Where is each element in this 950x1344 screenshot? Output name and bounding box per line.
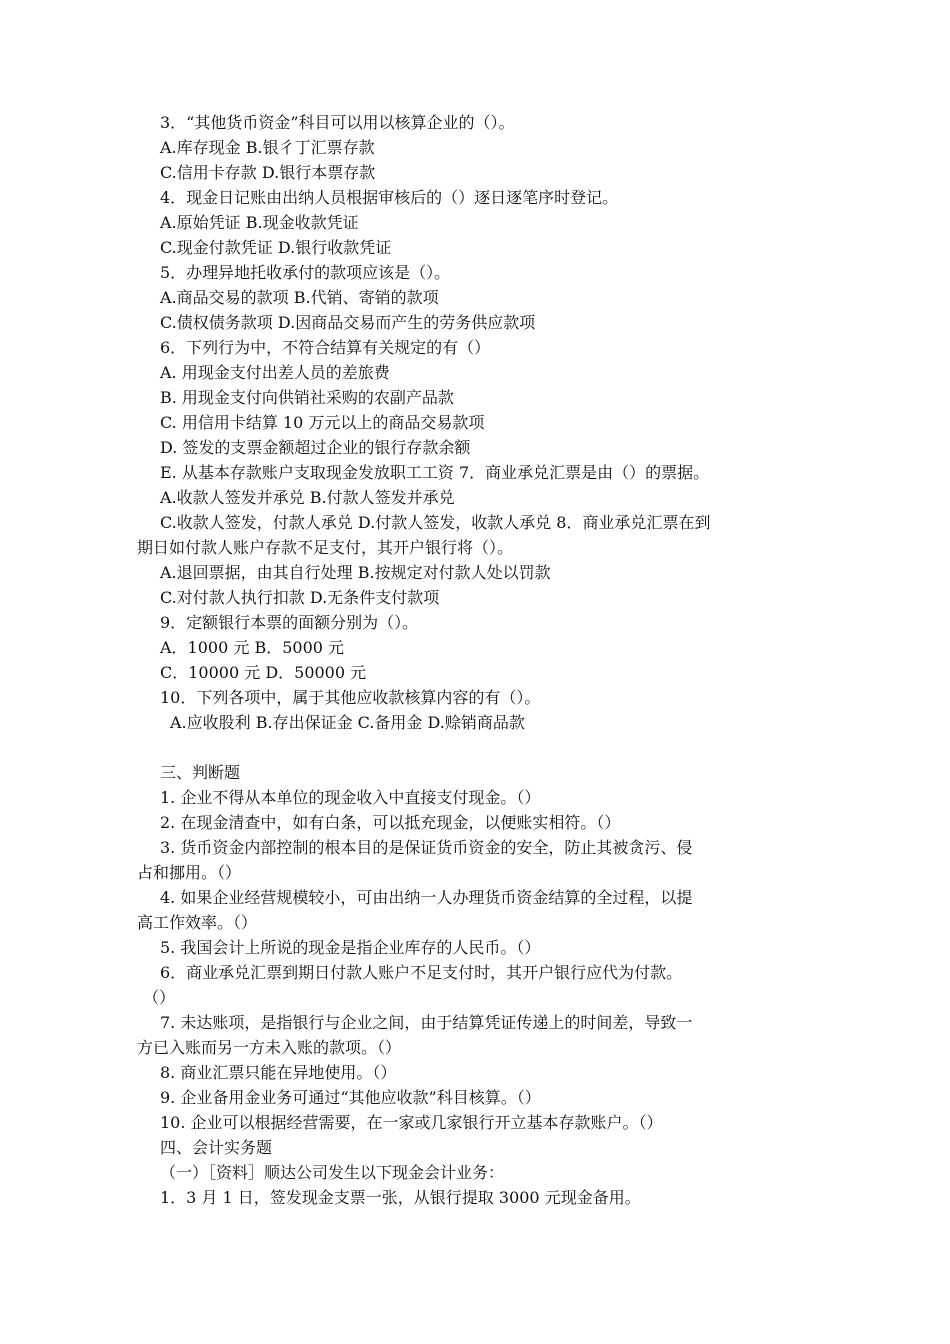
question-6-option-c: C. 用信用卡结算 10 万元以上的商品交易款项 — [160, 413, 485, 432]
question-9-options-cd: C．10000 元 D．50000 元 — [160, 663, 367, 682]
question-3-options-ab: A.库存现金 B.银彳丁汇票存款 — [160, 138, 375, 157]
section-heading-accounting-practice: 四、会计实务题 — [160, 1138, 273, 1157]
question-9-options-ab: A．1000 元 B．5000 元 — [160, 638, 345, 657]
judgment-3-continued: 占和挪用。（） — [137, 863, 242, 882]
judgment-2: 2. 在现金清查中，如有白条，可以抵充现金，以便账实相符。（） — [160, 813, 621, 832]
question-5-options-ab: A.商品交易的款项 B.代销、寄销的款项 — [160, 288, 439, 307]
judgment-7: 7. 未达账项，是指银行与企业之间，由于结算凭证传递上的时间差，导致一 — [160, 1013, 693, 1032]
question-10: 10．下列各项中，属于其他应收款核算内容的有（）。 — [160, 688, 541, 707]
question-6-option-e-question-7: E. 从基本存款账户支取现金发放职工工资 7．商业承兑汇票是由（）的票据。 — [160, 463, 710, 482]
question-3: 3．“其他货币资金”科目可以用以核算企业的（）。 — [160, 113, 515, 132]
judgment-3: 3. 货币资金内部控制的根本目的是保证货币资金的安全，防止其被贪污、侵 — [160, 838, 693, 857]
judgment-8: 8. 商业汇票只能在异地使用。（） — [160, 1063, 397, 1082]
question-4-options-cd: C.现金付款凭证 D.银行收款凭证 — [160, 238, 392, 257]
judgment-1: 1. 企业不得从本单位的现金收入中直接支付现金。（） — [160, 788, 541, 807]
question-8-options-cd: C.对付款人执行扣款 D.无条件支付款项 — [160, 588, 440, 607]
judgment-6: 6．商业承兑汇票到期日付款人账户不足支付时，其开户银行应代为付款。 — [160, 963, 683, 982]
question-4: 4．现金日记账由出纳人员根据审核后的（）逐日逐笔序时登记。 — [160, 188, 619, 207]
question-8-continued: 期日如付款人账户存款不足支付，其开户银行将（）。 — [137, 538, 514, 557]
question-7-options-ab: A.收款人签发并承兑 B.付款人签发并承兑 — [160, 488, 455, 507]
judgment-9: 9. 企业备用金业务可通过“其他应收款”科目核算。（） — [160, 1088, 541, 1107]
judgment-4-continued: 高工作效率。（） — [137, 913, 258, 932]
question-8-options-ab: A.退回票据，由其自行处理 B.按规定对付款人处以罚款 — [160, 563, 551, 582]
question-5: 5．办理异地托收承付的款项应该是（）。 — [160, 263, 451, 282]
question-10-options: A.应收股利 B.存出保证金 C.备用金 D.赊销商品款 — [170, 713, 525, 732]
question-6-option-a: A. 用现金支付出差人员的差旅费 — [160, 363, 390, 382]
judgment-6-continued: （） — [143, 988, 176, 1007]
practice-material-heading: （一）［资料］顺达公司发生以下现金会计业务： — [160, 1163, 505, 1182]
question-7-options-cd-question-8: C.收款人签发，付款人承兑 D.付款人签发，收款人承兑 8．商业承兑汇票在到 — [160, 513, 711, 532]
judgment-4: 4. 如果企业经营规模较小，可由出纳一人办理货币资金结算的全过程，以提 — [160, 888, 693, 907]
question-5-options-cd: C.债权债务款项 D.因商品交易而产生的劳务供应款项 — [160, 313, 536, 332]
judgment-10: 10. 企业可以根据经营需要，在一家或几家银行开立基本存款账户。（） — [160, 1113, 663, 1132]
question-9: 9．定额银行本票的面额分别为（）。 — [160, 613, 419, 632]
judgment-5: 5. 我国会计上所说的现金是指企业库存的人民币。（） — [160, 938, 541, 957]
question-4-options-ab: A.原始凭证 B.现金收款凭证 — [160, 213, 359, 232]
question-6-option-d: D. 签发的支票金额超过企业的银行存款余额 — [160, 438, 471, 457]
section-heading-true-false: 三、判断题 — [160, 763, 241, 782]
question-3-options-cd: C.信用卡存款 D.银行本票存款 — [160, 163, 376, 182]
question-6: 6．下列行为中，不符合结算有关规定的有（） — [160, 338, 491, 357]
practice-item-1: 1．3 月 1 日，签发现金支票一张，从银行提取 3000 元现金备用。 — [160, 1188, 641, 1207]
question-6-option-b: B. 用现金支付向供销社采购的农副产品款 — [160, 388, 454, 407]
judgment-7-continued: 方已入账而另一方未入账的款项。（） — [137, 1038, 402, 1057]
